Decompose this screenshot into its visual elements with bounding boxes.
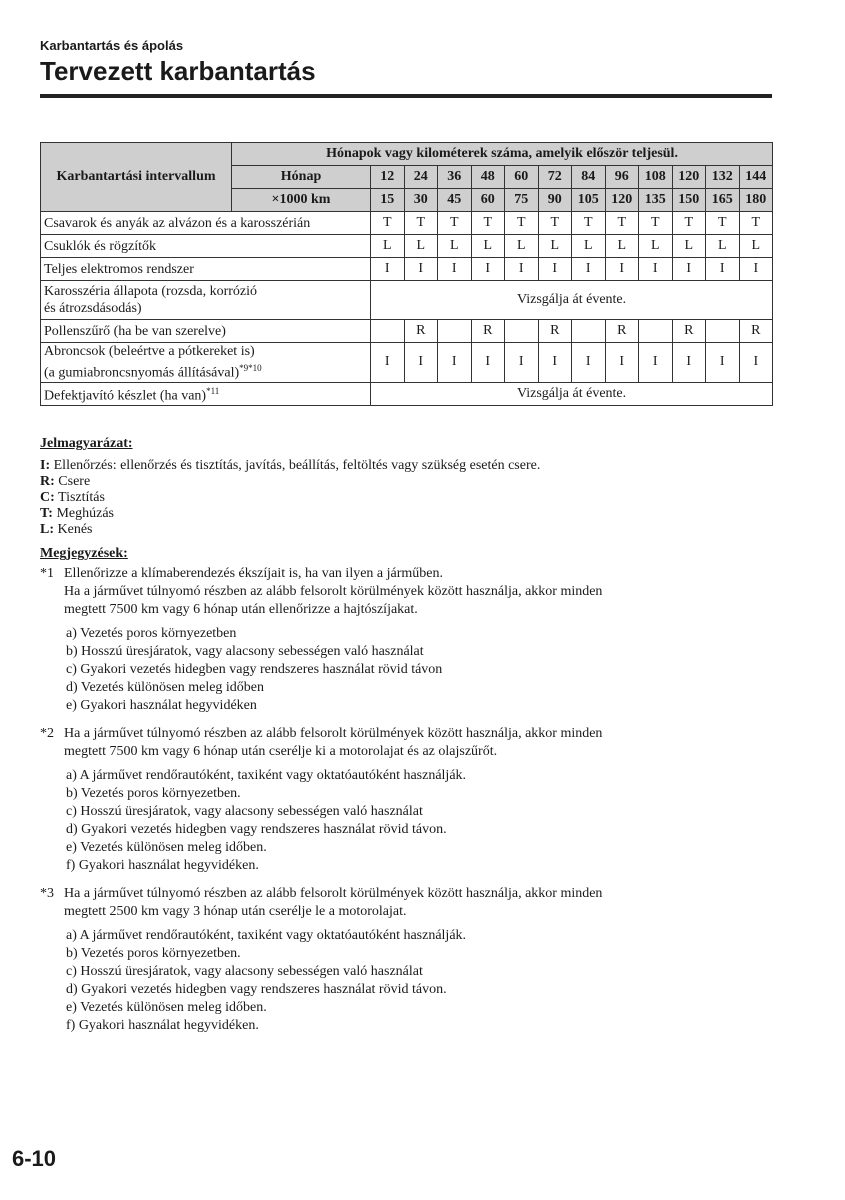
km-cell: 15: [371, 189, 405, 212]
schedule-cell: L: [706, 235, 740, 258]
month-cell: 132: [706, 166, 740, 189]
title-divider: [40, 94, 772, 98]
row-label-line2: (a gumiabroncsnyomás állításával): [44, 365, 240, 381]
km-cell: 60: [471, 189, 505, 212]
schedule-cell: L: [572, 235, 606, 258]
schedule-cell: I: [605, 258, 639, 281]
schedule-cell: I: [371, 343, 405, 383]
schedule-cell: R: [404, 320, 438, 343]
km-cell: 75: [505, 189, 539, 212]
spacer: [40, 715, 780, 725]
schedule-cell: R: [538, 320, 572, 343]
schedule-cell: I: [706, 343, 740, 383]
condition-item: b) Vezetés poros környezetben.: [66, 946, 241, 961]
schedule-cell: I: [404, 343, 438, 383]
footnote-line: megtett 7500 km vagy 6 hónap után cserélje ki a motorolajat és az olajszűrőt.: [64, 744, 498, 759]
month-cell: 60: [505, 166, 539, 189]
schedule-cell: [438, 320, 472, 343]
section-label: Karbantartás és ápolás: [40, 38, 184, 53]
schedule-cell: I: [538, 258, 572, 281]
schedule-cell: I: [404, 258, 438, 281]
schedule-cell: [371, 320, 405, 343]
schedule-cell: R: [672, 320, 706, 343]
km-cell: 45: [438, 189, 472, 212]
schedule-cell: R: [605, 320, 639, 343]
footnote-mark: *2: [40, 726, 54, 741]
footnote-line: Ha a járművet túlnyomó részben az alább felsorolt körülmények között használja, akkor minden: [64, 726, 603, 741]
row-label: Teljes elektromos rendszer: [44, 261, 194, 277]
condition-item: a) Vezetés poros környezetben: [66, 626, 237, 641]
schedule-cell: L: [471, 235, 505, 258]
schedule-cell: I: [471, 343, 505, 383]
legend-text: Tisztítás: [54, 490, 105, 505]
condition-item: b) Vezetés poros környezetben.: [66, 786, 241, 801]
km-cell: 165: [706, 189, 740, 212]
page-title: Tervezett karbantartás: [40, 56, 316, 86]
schedule-cell: I: [538, 343, 572, 383]
condition-item: e) Vezetés különösen meleg időben.: [66, 1000, 267, 1015]
notes-heading: Megjegyzések:: [40, 546, 128, 561]
footnote-line: megtett 2500 km vagy 3 hónap után cserélje le a motorolajat.: [64, 904, 407, 919]
schedule-cell: L: [438, 235, 472, 258]
row-label-cell: [41, 343, 371, 383]
condition-item: f) Gyakori használat hegyvidéken.: [66, 858, 259, 873]
month-cell: 36: [438, 166, 472, 189]
month-cell: 24: [404, 166, 438, 189]
km-cell: 150: [672, 189, 706, 212]
legend-item: [40, 506, 780, 522]
legend-text: Kenés: [54, 522, 93, 537]
schedule-cell: I: [672, 343, 706, 383]
legend-item: [40, 490, 780, 506]
schedule-cell: T: [672, 212, 706, 235]
footnote: [40, 725, 780, 875]
row-label-line2: és átrozsdásodás): [44, 301, 142, 316]
legend-text: Meghúzás: [52, 506, 115, 521]
notes: [40, 545, 780, 1035]
row-label: Pollenszűrő (ha be van szerelve): [44, 323, 226, 339]
condition-list: [64, 927, 780, 1035]
footnote-line: Ha a járművet túlnyomó részben az alább felsorolt körülmények között használja, akkor minden: [64, 584, 603, 599]
row-label-cell: [41, 258, 371, 281]
schedule-cell: I: [505, 258, 539, 281]
condition-item: a) A járművet rendőrautóként, taxiként vagy oktatóautóként használják.: [66, 928, 467, 943]
schedule-cell: I: [739, 258, 773, 281]
schedule-cell: L: [739, 235, 773, 258]
schedule-cell: I: [371, 258, 405, 281]
interval-label-cell: Karbantartási intervallum: [41, 143, 232, 212]
schedule-cell: T: [739, 212, 773, 235]
km-label-cell: ×1000 km: [232, 189, 371, 212]
legend-key: L:: [40, 522, 54, 537]
row-label-line1: Karosszéria állapota (rozsda, korrózió: [44, 284, 258, 299]
maintenance-schedule-table: [40, 142, 773, 406]
annual-check-note: Vizsgálja át évente.: [371, 281, 773, 320]
row-label: Csavarok és anyák az alvázon és a karosszérián: [44, 215, 311, 231]
month-cell: 72: [538, 166, 572, 189]
condition-list: [64, 767, 780, 875]
row-label-cell: [41, 281, 371, 320]
footnote-body: [64, 565, 780, 715]
condition-list: [64, 625, 780, 715]
condition-item: f) Gyakori használat hegyvidéken.: [66, 1018, 259, 1033]
condition-item: a) A járművet rendőrautóként, taxiként vagy oktatóautóként használják.: [66, 768, 467, 783]
schedule-cell: I: [505, 343, 539, 383]
km-cell: 105: [572, 189, 606, 212]
schedule-cell: I: [706, 258, 740, 281]
month-cell: 144: [739, 166, 773, 189]
schedule-cell: T: [706, 212, 740, 235]
schedule-cell: I: [572, 343, 606, 383]
row-label-cell: [41, 212, 371, 235]
condition-item: c) Hosszú üresjáratok, vagy alacsony sebességen való használat: [66, 804, 423, 819]
month-cell: 48: [471, 166, 505, 189]
condition-item: e) Vezetés különösen meleg időben.: [66, 840, 267, 855]
annual-check-note: Vizsgálja át évente.: [371, 382, 773, 405]
table-row: [41, 320, 773, 343]
row-label-cell: [41, 320, 371, 343]
schedule-cell: I: [739, 343, 773, 383]
footnote-ref: *9*10: [239, 363, 262, 373]
legend-key: I:: [40, 458, 51, 473]
schedule-cell: I: [672, 258, 706, 281]
page-number: 6-10: [12, 1146, 57, 1171]
schedule-cell: T: [471, 212, 505, 235]
row-label: Defektjavító készlet (ha van): [44, 388, 207, 404]
month-cell: 12: [371, 166, 405, 189]
spacer: [40, 875, 780, 885]
table-row: [41, 382, 773, 405]
schedule-cell: T: [639, 212, 673, 235]
legend-key: R:: [40, 474, 55, 489]
schedule-cell: L: [538, 235, 572, 258]
row-label-cell: [41, 382, 371, 405]
months-label-cell: Hónap: [232, 166, 371, 189]
legend: [40, 436, 780, 538]
legend-key: T:: [40, 506, 53, 521]
schedule-cell: L: [404, 235, 438, 258]
schedule-cell: [505, 320, 539, 343]
schedule-cell: R: [739, 320, 773, 343]
km-cell: 180: [739, 189, 773, 212]
table-row: [41, 235, 773, 258]
footnote: [40, 885, 780, 1035]
schedule-cell: I: [438, 258, 472, 281]
condition-item: c) Gyakori vezetés hidegben vagy rendszeres használat rövid távon: [66, 662, 443, 677]
footnote-body: [64, 725, 780, 875]
km-cell: 90: [538, 189, 572, 212]
month-cell: 84: [572, 166, 606, 189]
schedule-cell: R: [471, 320, 505, 343]
legend-heading: Jelmagyarázat:: [40, 436, 133, 451]
schedule-cell: T: [371, 212, 405, 235]
footnote-line: Ha a járművet túlnyomó részben az alább felsorolt körülmények között használja, akkor minden: [64, 886, 603, 901]
schedule-cell: T: [404, 212, 438, 235]
footnote: [40, 565, 780, 715]
schedule-cell: I: [438, 343, 472, 383]
footnote-mark: *3: [40, 886, 54, 901]
table-row: [41, 212, 773, 235]
schedule-cell: T: [438, 212, 472, 235]
table-row: [41, 258, 773, 281]
schedule-cell: T: [572, 212, 606, 235]
table-row: [41, 343, 773, 383]
legend-item: [40, 474, 780, 490]
schedule-cell: L: [371, 235, 405, 258]
schedule-cell: I: [471, 258, 505, 281]
schedule-cell: [572, 320, 606, 343]
schedule-cell: L: [639, 235, 673, 258]
km-cell: 30: [404, 189, 438, 212]
schedule-cell: T: [538, 212, 572, 235]
top-header-cell: Hónapok vagy kilométerek száma, amelyik először teljesül.: [232, 143, 773, 166]
legend-item: [40, 522, 780, 538]
schedule-cell: L: [605, 235, 639, 258]
schedule-cell: L: [672, 235, 706, 258]
schedule-cell: T: [605, 212, 639, 235]
schedule-cell: [639, 320, 673, 343]
footnote-body: [64, 885, 780, 1035]
row-label-line1: Abroncsok (beleértve a pótkereket is): [44, 344, 255, 359]
table-header-row: [41, 143, 773, 166]
footnote-line: Ellenőrizze a klímaberendezés ékszíjait is, ha van ilyen a járműben.: [64, 566, 444, 581]
row-label-cell: [41, 235, 371, 258]
schedule-cell: I: [639, 343, 673, 383]
schedule-cell: I: [605, 343, 639, 383]
condition-item: b) Hosszú üresjáratok, vagy alacsony sebességen való használat: [66, 644, 424, 659]
row-label: Csuklók és rögzítők: [44, 238, 156, 254]
legend-key: C:: [40, 490, 55, 505]
legend-text: Ellenőrzés: ellenőrzés és tisztítás, javítás, beállítás, feltöltés vagy szükség esetén csere.: [50, 458, 541, 473]
month-cell: 96: [605, 166, 639, 189]
condition-item: d) Gyakori vezetés hidegben vagy rendszeres használat rövid távon.: [66, 822, 447, 837]
legend-text: Csere: [54, 474, 91, 489]
schedule-cell: I: [572, 258, 606, 281]
footnote-line: megtett 7500 km vagy 6 hónap után ellenőrizze a hajtószíjakat.: [64, 602, 418, 617]
legend-item: [40, 458, 780, 474]
month-cell: 120: [672, 166, 706, 189]
schedule-cell: T: [505, 212, 539, 235]
schedule-cell: L: [505, 235, 539, 258]
month-cell: 108: [639, 166, 673, 189]
footnote-mark: *1: [40, 566, 54, 581]
condition-item: d) Gyakori vezetés hidegben vagy rendszeres használat rövid távon.: [66, 982, 447, 997]
condition-item: e) Gyakori használat hegyvidéken: [66, 698, 257, 713]
schedule-cell: I: [639, 258, 673, 281]
footnote-ref: *11: [206, 385, 220, 396]
condition-item: d) Vezetés különösen meleg időben: [66, 680, 265, 695]
condition-item: c) Hosszú üresjáratok, vagy alacsony sebességen való használat: [66, 964, 423, 979]
km-cell: 120: [605, 189, 639, 212]
schedule-cell: [706, 320, 740, 343]
km-cell: 135: [639, 189, 673, 212]
table-row: [41, 281, 773, 320]
